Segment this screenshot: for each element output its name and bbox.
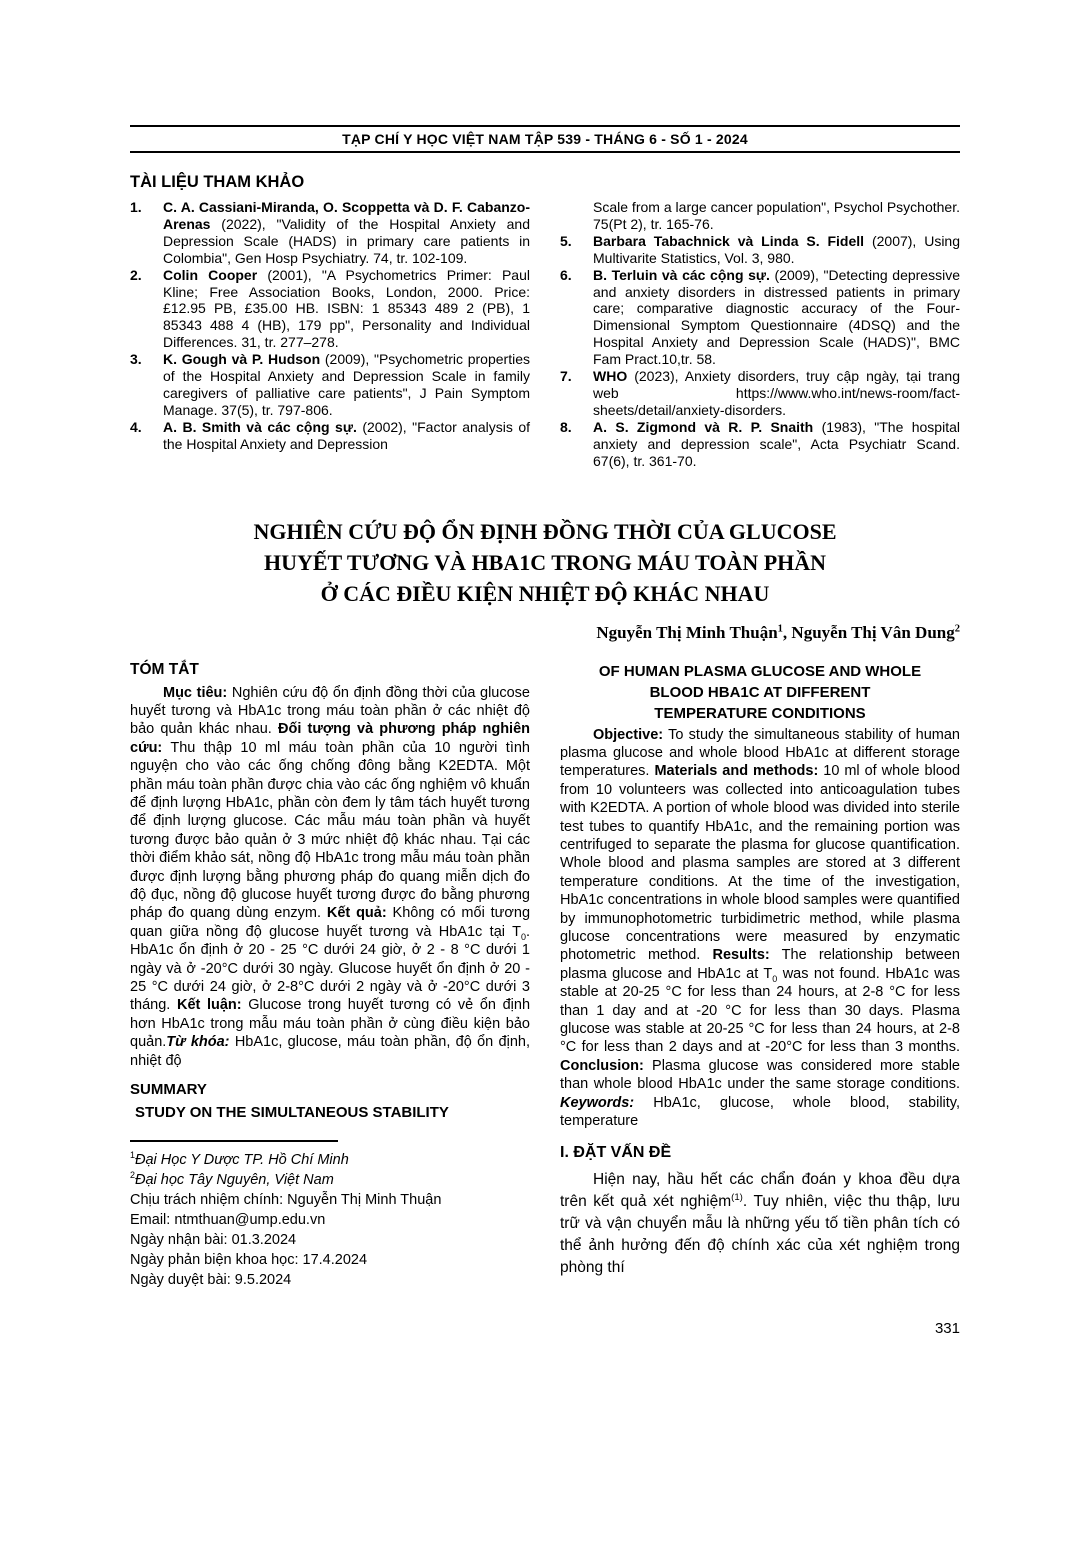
article-title xyxy=(130,516,960,609)
footnote-block xyxy=(130,1140,530,1290)
corresponding-author: Chịu trách nhiệm chính: Nguyễn Thị Minh Thuận xyxy=(130,1192,442,1209)
date-accepted: Ngày duyệt bài: 9.5.2024 xyxy=(130,1272,292,1289)
article-authors: Nguyễn Thị Minh Thuận$^1$, Nguyễn Thị Vân Dung$^2$ xyxy=(596,622,960,642)
reference-item-4-continuation: Scale from a large cancer population", Psychol Psychother. 75(Pt 2), tr. 165-76. xyxy=(593,199,960,232)
references-heading: TÀI LIỆU THAM KHẢO xyxy=(130,173,305,191)
reference-number: 8. xyxy=(560,418,572,435)
reference-text: A. B. Smith và các cộng sự. (2002), "Factor analysis of the Hospital Anxiety and Depression xyxy=(163,418,530,452)
abstract-right-column xyxy=(560,661,960,1291)
references-columns xyxy=(130,199,960,470)
reference-item-3 xyxy=(130,351,530,419)
intro-paragraph: Hiện nay, hầu hết các chẩn đoán y khoa đều dựa trên kết quả xét nghiệm$^{(1)}$. Tuy nhiên, việc thu thập, lưu trữ và vận chuyển mẫu là những yếu tố tiền phân tích có thể ảnh hưởng đến độ chính xác của xét nghiệm trong phòng thí xyxy=(560,1171,960,1277)
reference-number: 6. xyxy=(560,266,572,283)
reference-item-2 xyxy=(130,267,530,352)
reference-text: A. S. Zigmond và R. P. Snaith (1983), "The hospital anxiety and depression scale", Acta Psychiatr Scand. 67(6), tr. 361-70. xyxy=(593,418,960,469)
summary-title-line-3: BLOOD HBA1C AT DIFFERENT xyxy=(649,683,871,701)
summary-title-line-4: TEMPERATURE CONDITIONS xyxy=(654,704,866,722)
reference-item-5 xyxy=(560,233,960,267)
reference-text: Colin Cooper (2001), "A Psychometrics Primer: Paul Kline; Free Association Books, London, 2000. Price: £12.95 PB, £35.00 HB. ISBN: 1 85343 489 2 (PB), 1 85343 488 4 (HB), 179 pp", Personality and Individual Differences. 31, tr. 277–278. xyxy=(163,266,530,351)
reference-text: Barbara Tabachnick và Linda S. Fidell (2007), Using Multivarite Statistics, Vol. 3, 980. xyxy=(593,232,960,266)
abstract-columns xyxy=(130,661,960,1291)
reference-item-6 xyxy=(560,267,960,368)
article-title-line-1: NGHIÊN CỨU ĐỘ ỔN ĐỊNH ĐỒNG THỜI CỦA GLUCOSE xyxy=(253,518,837,544)
contact-email: Email: ntmthuan@ump.edu.vn xyxy=(130,1212,326,1229)
references-section xyxy=(130,173,960,470)
reference-number: 4. xyxy=(130,418,142,435)
references-left-column xyxy=(130,199,530,470)
reference-number: 1. xyxy=(130,199,142,215)
references-right-column xyxy=(560,199,960,470)
reference-number: 2. xyxy=(130,266,142,283)
abstract-left-column xyxy=(130,661,530,1291)
reference-item-1 xyxy=(130,199,530,267)
intro-heading: I. ĐẶT VẤN ĐỀ xyxy=(560,1144,672,1162)
date-reviewed: Ngày phản biện khoa học: 17.4.2024 xyxy=(130,1252,368,1269)
summary-title-line-2: OF HUMAN PLASMA GLUCOSE AND WHOLE xyxy=(598,662,922,680)
english-abstract: Objective: To study the simultaneous stability of human plasma glucose and whole blood HbA1c at different storage temperatures. Materials and methods: 10 ml of whole blood from 10 volunteers was collected into anticoagulation tubes with K2EDTA. A portion of whole blood was divided into sterile test tubes to quantify HbA1c, and the remaining portion was centrifuged to separate the plasma for glucose quantification. Whole blood and plasma samples are stored at 3 different temperature conditions. At the time of the investigation, HbA1c concentrations in whole blood samples were quantified by immunophotometric turbidimetric method, while plasma glucose concentrations were measured by enzymatic photometric method. Results: The relationship between plasma glucose and HbA1c at $T_0$ was not found. HbA1c was stable at 20-25 °C for less than 24 hours, at 2-8 °C for less than 1 day and at -20 °C for less than 30 days. Plasma glucose was stable at 20-25 °C for less than 24 hours, at 2-8 °C for less than 2 days and at -20°C for less than 3 months. Conclusion: Plasma glucose was considered more stable than whole blood HbA1c under the same storage conditions. Keywords: HbA1c, glucose, whole blood, stability, temperature xyxy=(560,726,961,1130)
reference-item-8 xyxy=(560,419,960,470)
page-number: 331 xyxy=(934,1320,960,1338)
summary-title-line-1: STUDY ON THE SIMULTANEOUS STABILITY xyxy=(135,1104,449,1122)
summary-title-continued xyxy=(560,661,960,724)
reference-text: WHO (2023), Anxiety disorders, truy cập ngày, tại trang web https://www.who.int/news-room/fact-sheets/detail/anxiety-disorders. xyxy=(593,368,960,418)
summary-heading: SUMMARY xyxy=(130,1081,207,1099)
reference-text: C. A. Cassiani-Miranda, O. Scoppetta và D. F. Cabanzo-Arenas (2022), "Validity of the Hospital Anxiety and Depression Scale (HADS) in primary care patients in Colombia", Gen Hosp Psychiatry. 74, tr. 102-109. xyxy=(163,199,530,266)
reference-item-7 xyxy=(560,368,960,419)
page-header xyxy=(130,125,960,153)
date-received: Ngày nhận bài: 01.3.2024 xyxy=(130,1232,297,1249)
affiliation-1: $^1$Đại Học Y Dược TP. Hồ Chí Minh xyxy=(130,1150,349,1169)
article-title-line-3: Ở CÁC ĐIỀU KIỆN NHIỆT ĐỘ KHÁC NHAU xyxy=(320,580,770,606)
footnote-divider xyxy=(130,1140,338,1142)
tomtat-heading: TÓM TẮT xyxy=(130,660,199,678)
reference-item-4 xyxy=(130,419,530,453)
reference-number: 5. xyxy=(560,232,572,249)
journal-header-line: TẠP CHÍ Y HỌC VIỆT NAM TẬP 539 - THÁNG 6 - SỐ 1 - 2024 xyxy=(342,131,748,147)
reference-number: 3. xyxy=(130,351,142,368)
article-title-line-2: HUYẾT TƯƠNG VÀ HBA1C TRONG MÁU TOÀN PHẦN xyxy=(263,549,827,575)
affiliation-2: $^2$Đại học Tây Nguyên, Việt Nam xyxy=(130,1170,334,1189)
reference-number: 7. xyxy=(560,368,572,385)
vietnamese-abstract: Mục tiêu: Nghiên cứu độ ổn định đồng thời của glucose huyết tương và HbA1c trong máu toàn phần ở các nhiệt độ bảo quản khác nhau. Đối tượng và phương pháp nghiên cứu: Thu thập 10 ml máu toàn phần của 10 người tình nguyện cho vào các ống chống đông bằng K2EDTA. Một phần máu toàn phần được chia vào các ống nghiệm vô khuẩn để định lượng HbA1c, phần còn đem ly tâm tách huyết tương để định lượng glucose. Các mẫu máu toàn phần và huyết tương được bảo quản ở 3 mức nhiệt độ khác nhau. Tại các thời điểm khảo sát, nồng độ HbA1c trong mẫu máu toàn phần được định lượng bằng phương pháp đo quang miễn dịch đo độ đục, nồng độ glucose huyết tương được đo bằng phương pháp đo quang dùng enzym. Kết quả: Không có mối tương quan giữa nồng độ glucose huyết tương và HbA1c tại $T_0$. HbA1c ổn định ở 20 - 25 °C dưới 24 giờ, ở 2 - 8 °C dưới 1 ngày và ở -20°C dưới 30 ngày. Glucose huyết ổn định ở 20 - 25 °C dưới 24 giờ, ở 2-8°C dưới 2 ngày và ở -20°C dưới 3 tháng. Kết luận: Glucose trong huyết tương có vẻ ổn định hơn HbA1c trong mẫu máu toàn phần ở cùng điều kiện bảo quản.Từ khóa: HbA1c, glucose, máu toàn phần, độ ổn định, nhiệt độ xyxy=(130,684,531,1069)
reference-text: K. Gough và P. Hudson (2009), "Psychometric properties of the Hospital Anxiety and Depression Scale in family caregivers of palliative care patients", J Pain Symptom Manage. 37(5), tr. 797-806. xyxy=(163,351,530,418)
reference-text: B. Terluin và các cộng sự. (2009), "Detecting depressive and anxiety disorders in distressed patients in primary care; comparative diagnostic accuracy of the Four-Dimensional Symptom Questionnaire (4DSQ) and the Hospital Anxiety and Depression Scale (HADS)", BMC Fam Pract.10,tr. 58. xyxy=(593,266,960,368)
